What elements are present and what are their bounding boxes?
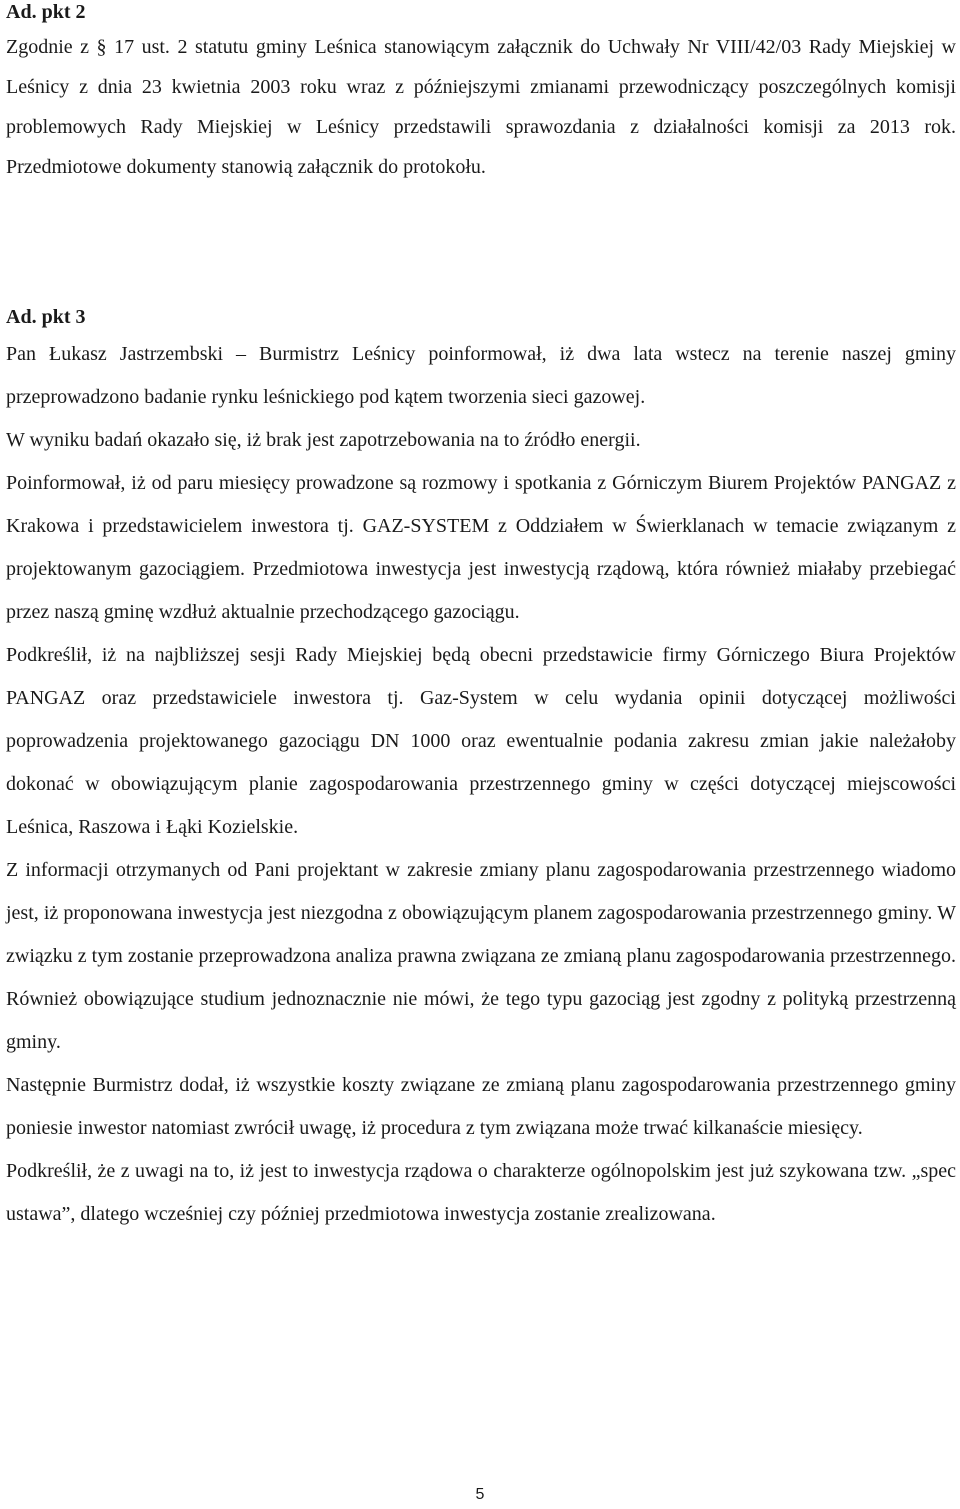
paragraph: Następnie Burmistrz dodał, iż wszystkie koszty związane ze zmianą planu zagospodarowania przestrzennego gminy poniesie inwestor natomiast zwrócił uwagę, iż procedura z tym związana może trwać kilkanaście miesięcy. xyxy=(6,1074,956,1139)
section-body-pkt2 xyxy=(6,27,956,187)
paragraph: W wyniku badań okazało się, iż brak jest zapotrzebowania na to źródło energii. xyxy=(6,429,641,451)
paragraph: Z informacji otrzymanych od Pani projektant w zakresie zmiany planu zagospodarowania przestrzennego wiadomo jest, iż proponowana inwestycja jest niezgodna z obowiązującym planem zagospodarowania przestrzennego gminy. W związku z tym zostanie przeprowadzona analiza prawna związana ze zmianą planu zagospodarowania przestrzennego. Również obowiązujące studium jednoznacznie nie mówi, że tego typu gazociąg jest zgodny z polityką przestrzenną gminy. xyxy=(6,859,956,1053)
paragraph: Podkreślił, iż na najbliższej sesji Rady Miejskiej będą obecni przedstawicie firmy Górniczego Biura Projektów PANGAZ oraz przedstawiciele inwestora tj. Gaz-System w celu wydania opinii dotyczącej możliwości poprowadzenia projektowanego gazociągu DN 1000 oraz ewentualnie podania zakresu zmian jakie należałoby dokonać w obowiązującym planie zagospodarowania przestrzennego gminy w części dotyczącej miejscowości Leśnica, Raszowa i Łąki Kozielskie. xyxy=(6,644,956,838)
paragraph: Poinformował, iż od paru miesięcy prowadzone są rozmowy i spotkania z Górniczym Biurem Projektów PANGAZ z Krakowa i przedstawicielem inwestora tj. GAZ-SYSTEM z Oddziałem w Świerklanach w temacie związanym z projektowanym gazociągiem. Przedmiotowa inwestycja jest inwestycją rządową, która również miałaby przebiegać przez naszą gminę wzdłuż aktualnie przechodzącego gazociągu. xyxy=(6,472,956,623)
page-number: 5 xyxy=(475,1486,485,1503)
paragraph: Pan Łukasz Jastrzembski – Burmistrz Leśnicy poinformował, iż dwa lata wstecz na terenie naszej gminy przeprowadzono badanie rynku leśnickiego pod kątem tworzenia sieci gazowej. xyxy=(6,343,956,408)
section-heading-pkt2: Ad. pkt 2 xyxy=(6,1,86,23)
paragraph: Podkreślił, że z uwagi na to, iż jest to inwestycja rządowa o charakterze ogólnopolskim jest już szykowana tzw. „spec ustawa”, dlatego wcześniej czy później przedmiotowa inwestycja zostanie zrealizowana. xyxy=(6,1160,956,1225)
section-heading-pkt3: Ad. pkt 3 xyxy=(6,306,86,328)
section-body-pkt3 xyxy=(6,333,956,1236)
paragraph: Zgodnie z § 17 ust. 2 statutu gminy Leśnica stanowiącym załącznik do Uchwały Nr VIII/42/03 Rady Miejskiej w Leśnicy z dnia 23 kwietnia 2003 roku wraz z późniejszymi zmianami przewodniczący poszczególnych komisji problemowych Rady Miejskiej w Leśnicy przedstawili sprawozdania z działalności komisji za 2013 rok. Przedmiotowe dokumenty stanowią załącznik do protokołu. xyxy=(6,36,956,178)
